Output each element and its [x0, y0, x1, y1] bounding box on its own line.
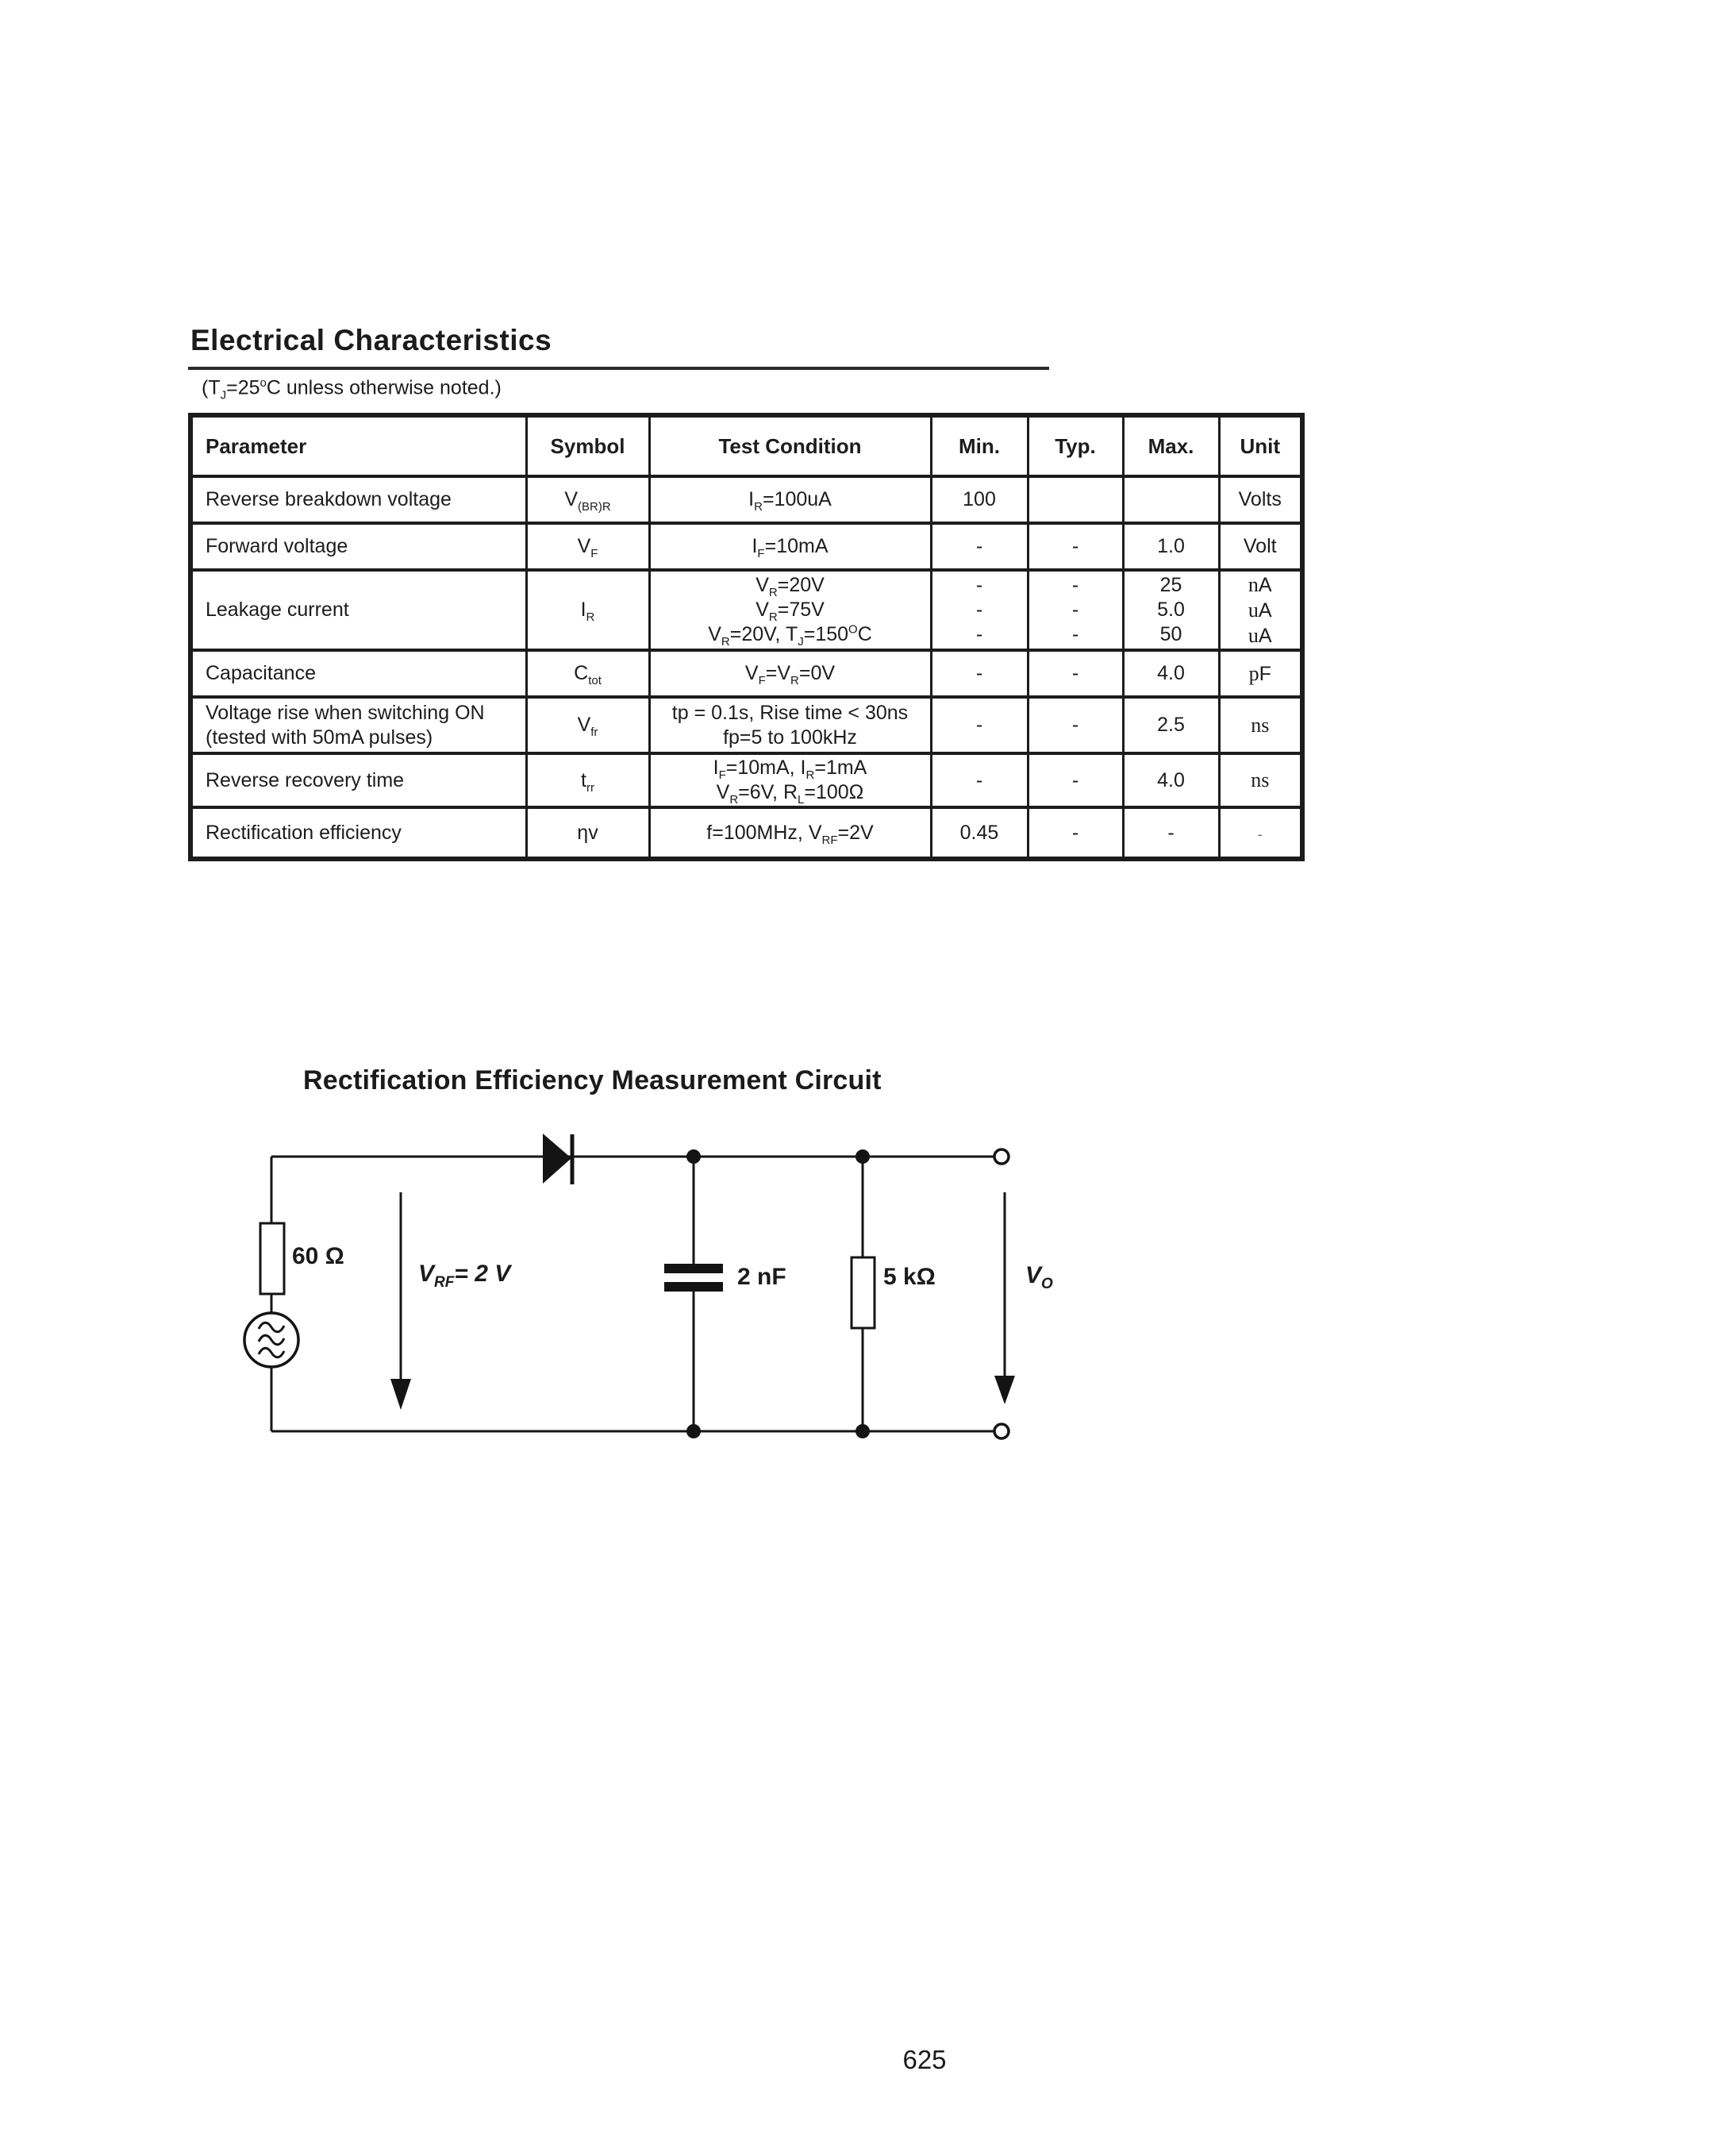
- cond-cell: $V_R=20V$ $V_R=75V$ $V_R=20V$, $T_J=150^OC$: [649, 570, 931, 650]
- col-header: Unit: [1219, 415, 1302, 476]
- circuit-title: Rectification Efficiency Measurement Circuit: [303, 1065, 882, 1095]
- source-resistor-icon: [260, 1223, 284, 1294]
- max-cell: 25 5.0 50: [1123, 570, 1219, 650]
- param-cell: Voltage rise when switching ON (tested with 50mA pulses): [190, 697, 526, 753]
- max-cell: [1123, 476, 1219, 523]
- min-cell: -: [931, 753, 1028, 807]
- ac-source-icon: [244, 1313, 298, 1367]
- param-cell: Forward voltage: [190, 523, 526, 570]
- symbol-cell: $C_{tot}$: [526, 650, 649, 697]
- table-row: [190, 807, 1302, 859]
- measurement-circuit-diagram: [238, 1111, 1071, 1461]
- vrf-arrow-icon: [390, 1192, 411, 1410]
- col-header: Min.: [931, 415, 1028, 476]
- typ-cell: -: [1028, 807, 1123, 859]
- diode-icon: [543, 1134, 572, 1184]
- table-row: [190, 650, 1302, 697]
- capacitor-icon: [664, 1264, 723, 1292]
- junction-dots: [686, 1149, 870, 1438]
- param-cell: Capacitance: [190, 650, 526, 697]
- table-row: [190, 753, 1302, 807]
- symbol-cell: $I_R$: [526, 570, 649, 650]
- col-header: Typ.: [1028, 415, 1123, 476]
- param-cell: Rectification efficiency: [190, 807, 526, 859]
- conditions-note: ($T_J=25^oC$ unless otherwise noted.): [202, 376, 502, 402]
- source-voltage-label: $V_{RF}= 2$ V: [418, 1261, 511, 1291]
- unit-dash: -: [1257, 826, 1263, 842]
- symbol-cell: ηv: [526, 807, 649, 859]
- min-cell: -: [931, 697, 1028, 753]
- col-header: Parameter: [190, 415, 526, 476]
- unit-cell: ns: [1219, 753, 1302, 807]
- cond-cell: f=100MHz, $V_{RF}=2V$: [649, 807, 931, 859]
- unit-cell: Volts: [1219, 476, 1302, 523]
- table-header-row: [190, 415, 1302, 476]
- param-cell: Reverse breakdown voltage: [190, 476, 526, 523]
- source-resistor-label: 60 Ω: [292, 1243, 344, 1269]
- symbol-cell: $V_F$: [526, 523, 649, 570]
- max-cell: 1.0: [1123, 523, 1219, 570]
- symbol-cell: $V_{fr}$: [526, 697, 649, 753]
- vo-arrow-icon: [994, 1192, 1015, 1404]
- table-row: [190, 570, 1302, 650]
- typ-cell: [1028, 476, 1123, 523]
- electrical-characteristics-table: [188, 413, 1305, 861]
- typ-cell: - - -: [1028, 570, 1123, 650]
- page-number: 625: [902, 2045, 947, 2074]
- load-resistor-label: 5 kΩ: [883, 1264, 936, 1290]
- param-cell: Reverse recovery time: [190, 753, 526, 807]
- cond-cell: $I_R=100uA$: [649, 476, 931, 523]
- param-cell: Leakage current: [190, 570, 526, 650]
- table-row: [190, 476, 1302, 523]
- symbol-cell: $V_{(BR)R}$: [526, 476, 649, 523]
- col-header: Symbol: [526, 415, 649, 476]
- min-cell: 0.45: [931, 807, 1028, 859]
- max-cell: 2.5: [1123, 697, 1219, 753]
- typ-cell: -: [1028, 650, 1123, 697]
- ec-table: [188, 413, 1305, 861]
- cond-cell: $I_F=10mA$: [649, 523, 931, 570]
- min-cell: 100: [931, 476, 1028, 523]
- unit-cell: Volt: [1219, 523, 1302, 570]
- typ-cell: -: [1028, 697, 1123, 753]
- min-cell: -: [931, 650, 1028, 697]
- col-header: Max.: [1123, 415, 1219, 476]
- table-row: [190, 523, 1302, 570]
- max-cell: 4.0: [1123, 650, 1219, 697]
- output-voltage-label: $V_O$: [1025, 1262, 1053, 1292]
- typ-cell: -: [1028, 523, 1123, 570]
- max-cell: 4.0: [1123, 753, 1219, 807]
- title-underline: [188, 367, 1049, 370]
- unit-cell: nA uA uA: [1219, 570, 1302, 650]
- circuit-wires: [271, 1157, 994, 1431]
- unit-cell: [1219, 807, 1302, 859]
- cond-cell: tp = 0.1s, Rise time < 30ns fp=5 to 100kHz: [649, 697, 931, 753]
- unit-cell: pF: [1219, 650, 1302, 697]
- col-header: Test Condition: [649, 415, 931, 476]
- unit-cell: ns: [1219, 697, 1302, 753]
- table-row: [190, 697, 1302, 753]
- section-title: Electrical Characteristics: [190, 324, 552, 356]
- cond-cell: $I_F=10mA$, $I_R=1mA$ $V_R=6V$, $R_L=100\Omega$: [649, 753, 931, 807]
- max-cell: -: [1123, 807, 1219, 859]
- capacitor-label: 2 nF: [737, 1264, 786, 1290]
- cond-cell: $V_F=V_R=0V$: [649, 650, 931, 697]
- symbol-cell: $t_{rr}$: [526, 753, 649, 807]
- min-cell: -: [931, 523, 1028, 570]
- min-cell: - - -: [931, 570, 1028, 650]
- load-resistor-icon: [852, 1257, 875, 1328]
- typ-cell: -: [1028, 753, 1123, 807]
